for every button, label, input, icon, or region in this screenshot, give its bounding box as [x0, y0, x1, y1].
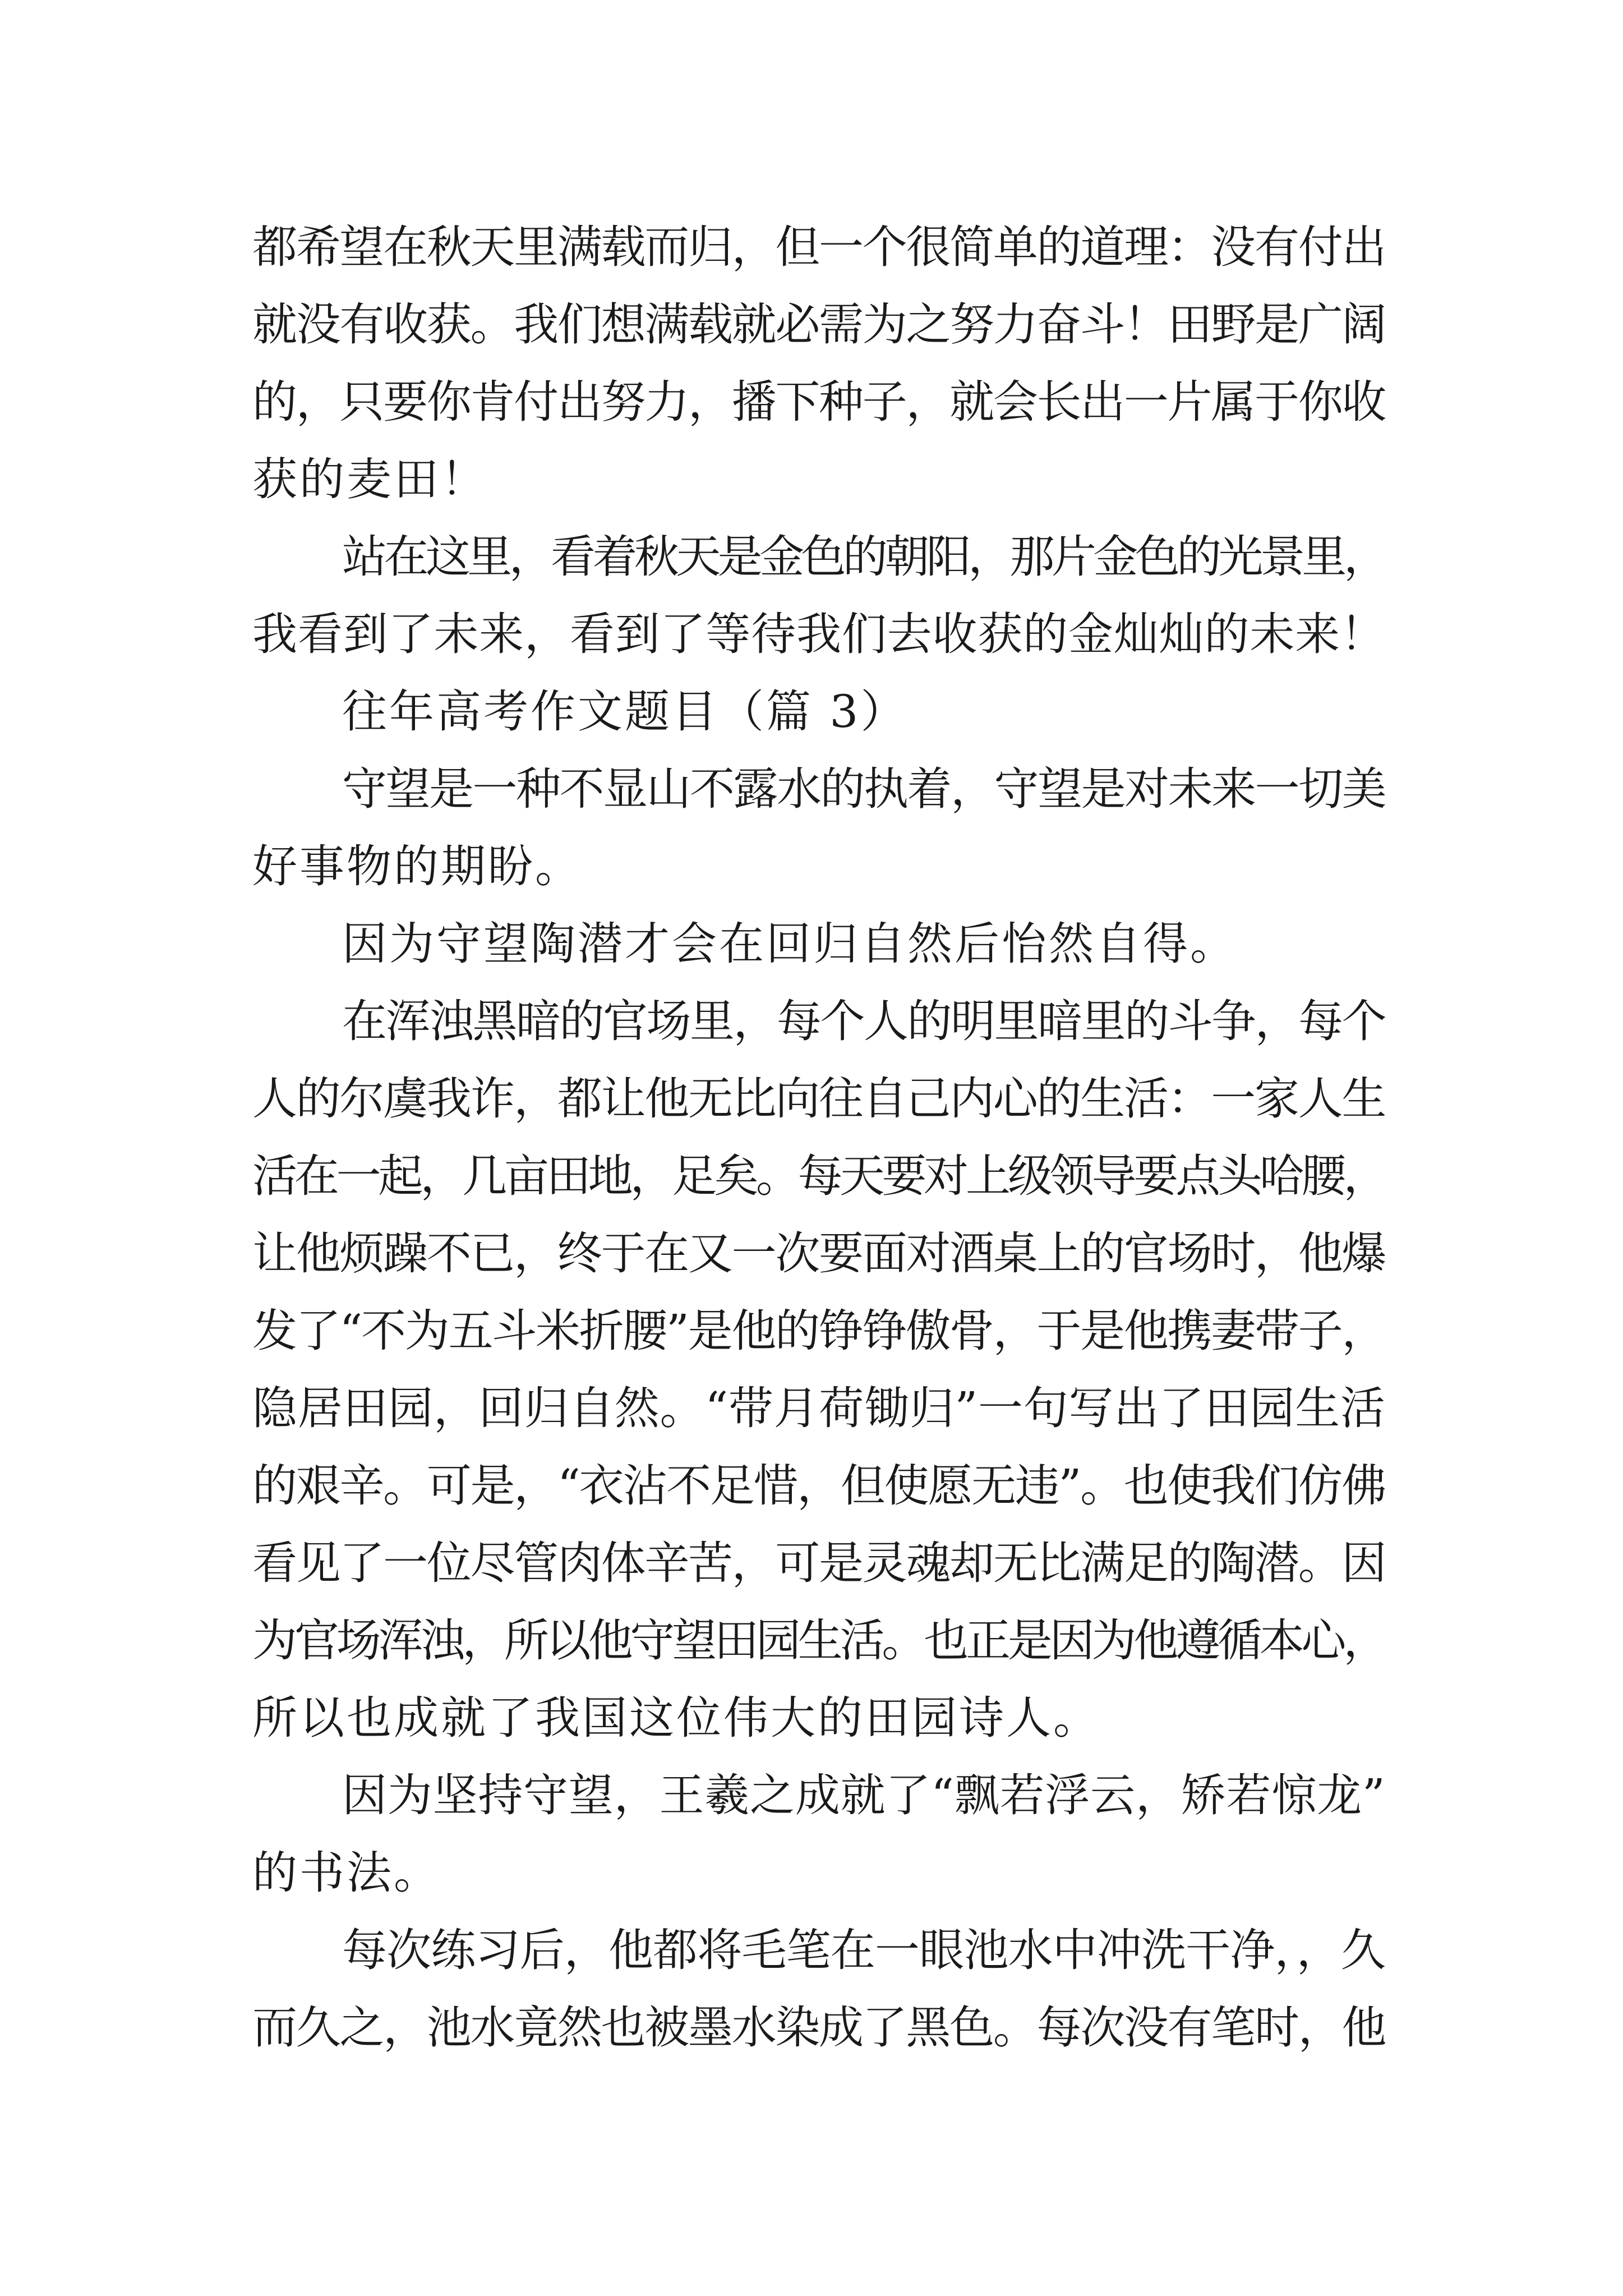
text-line: 隐居田园，回归自然。“带月荷锄归”一句写出了田园生活 — [252, 1382, 1386, 1434]
text-line: 的书法。 — [252, 1847, 441, 1899]
text-line: 在浑浊黑暗的官场里，每个人的明里暗里的斗争，每个 — [342, 995, 1385, 1047]
text-line: 而久之，池水竟然也被墨水染成了黑色。每次没有笔时，他 — [252, 2001, 1385, 2054]
text-line: 的，只要你肯付出努力，播下种子，就会长出一片属于你收 — [252, 376, 1385, 428]
text-line: 为官场浑浊，所以他守望田园生活。也正是因为他遵循本心， — [252, 1614, 1385, 1667]
text-line: 就没有收获。我们想满载就必需为之努力奋斗！田野是广阔 — [252, 298, 1385, 351]
body-text — [252, 209, 1385, 2067]
text-line: 看见了一位尽管肉体辛苦，可是灵魂却无比满足的陶潜。因 — [252, 1537, 1385, 1589]
text-line: 人的尔虞我诈，都让他无比向往自己内心的生活：一家人生 — [252, 1073, 1385, 1125]
text-line: 因为坚持守望，王羲之成就了“飘若浮云，矫若惊龙” — [342, 1769, 1386, 1821]
text-line: 都希望在秋天里满载而归，但一个很简单的道理：没有付出 — [252, 221, 1385, 273]
text-line: 每次练习后，他都将毛笔在一眼池水中冲洗干净，，久 — [342, 1924, 1385, 1976]
text-line: 活在一起，几亩田地，足矣。每天要对上级领导要点头哈腰， — [252, 1150, 1385, 1202]
text-line: 守望是一种不显山不露水的执着，守望是对未来一切美 — [342, 763, 1385, 815]
text-line: 因为守望陶潜才会在回归自然后怡然自得。 — [342, 918, 1237, 970]
text-line: 发了“不为五斗米折腰”是他的铮铮傲骨，于是他携妻带子， — [252, 1305, 1385, 1357]
text-line: 所以也成就了我国这位伟大的田园诗人。 — [252, 1692, 1100, 1744]
section-heading: 往年高考作文题目（篇 3） — [342, 685, 908, 738]
text-line: 我看到了未来，看到了等待我们去收获的金灿灿的未来！ — [252, 608, 1386, 660]
text-line: 好事物的期盼。 — [252, 840, 582, 892]
text-line: 让他烦躁不已，终于在又一次要面对酒桌上的官场时，他爆 — [252, 1227, 1385, 1280]
text-line: 站在这里，看着秋天是金色的朝阳，那片金色的光景里， — [342, 531, 1385, 583]
text-line: 的艰辛。可是，“衣沾不足惜，但使愿无违”。也使我们仿佛 — [252, 1460, 1385, 1512]
text-line: 获的麦田！ — [252, 453, 488, 505]
